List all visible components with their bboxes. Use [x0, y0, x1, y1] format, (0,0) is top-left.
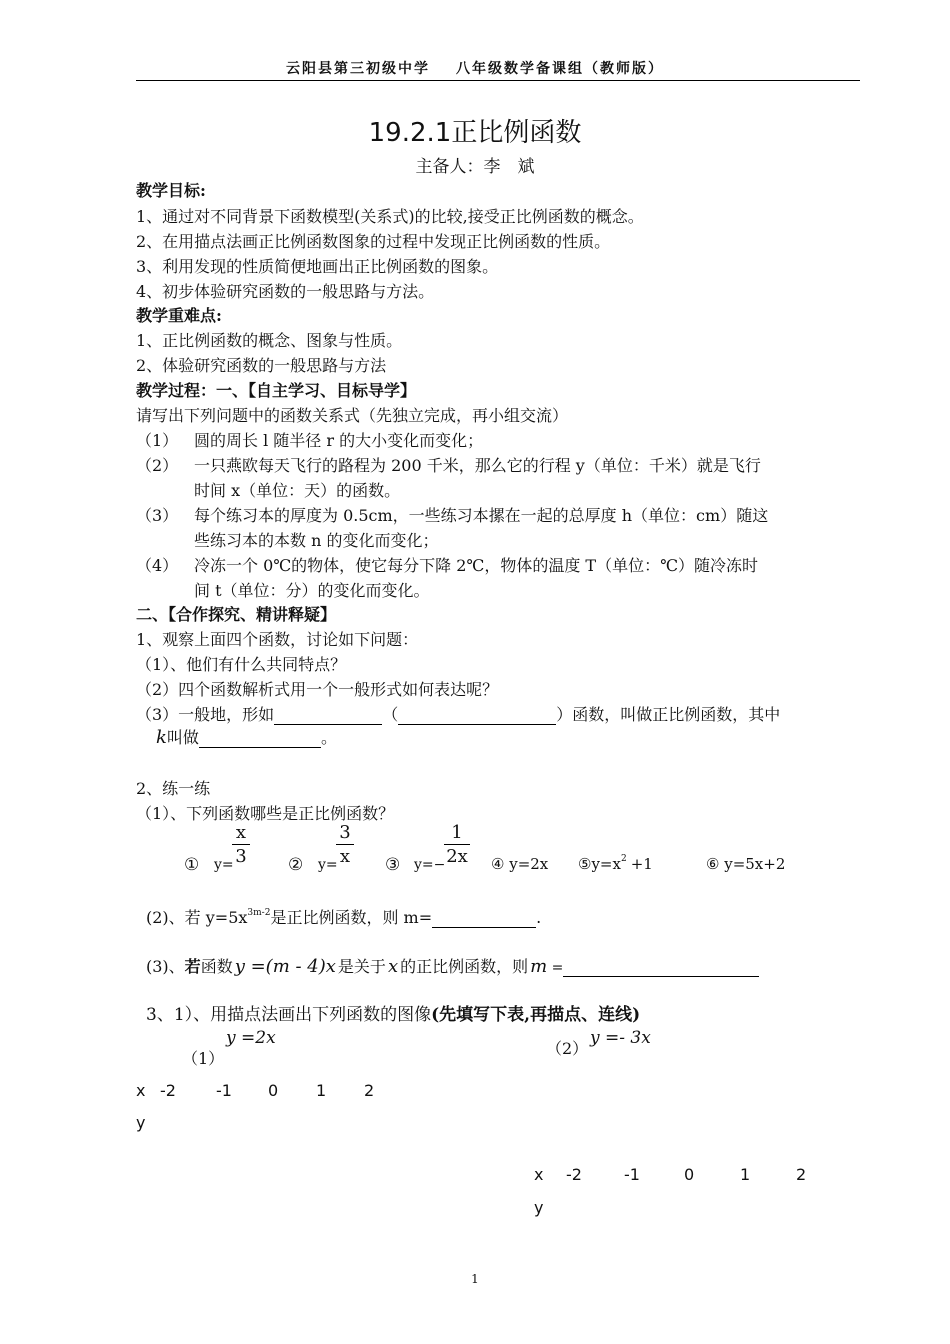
part2-question: （3）一般地，形如 （ ）函数，叫做正比例函数，其中 — [136, 705, 781, 724]
table-y-label: y — [534, 1198, 544, 1217]
option-y: y= — [318, 857, 338, 873]
option-item: $⑤y=x^2 +1$ — [578, 854, 653, 873]
page-title: 19.2.1正比例函数 — [368, 118, 582, 148]
header-school: 云阳县第三初级中学 — [286, 61, 430, 77]
option-fraction: 1 2x — [444, 822, 470, 867]
part3-heading: 3、1）、用描点法画出下列函数的图像(先填写下表,再描点、连线) — [146, 1005, 641, 1025]
table-x-value: -1 — [216, 1081, 232, 1100]
table-x-value: -2 — [566, 1165, 582, 1184]
table-x-value: 1 — [316, 1081, 327, 1100]
function-label: （1） — [182, 1049, 225, 1068]
page-number: 1 — [471, 1272, 479, 1286]
author-line: 主备人：李 斌 — [415, 157, 535, 177]
goals-heading: 教学目标: — [136, 181, 206, 200]
goal-item: 3、利用发现的性质简便地画出正比例函数的图象。 — [136, 257, 499, 276]
header-divider — [136, 80, 860, 81]
answer-blank[interactable] — [563, 962, 759, 977]
table-x-value: 0 — [684, 1165, 695, 1184]
option-item: ④ y=2x — [491, 855, 549, 873]
question-number: （2） — [136, 456, 179, 475]
question-number: （1） — [136, 431, 179, 450]
part2-heading: 二、【合作探究、精讲释疑】 — [136, 605, 337, 624]
question-text: 圆的周长 l 随半径 r 的大小变化而变化； — [194, 431, 484, 450]
goal-item: 1、通过对不同背景下函数模型(关系式)的比较,接受正比例函数的概念。 — [136, 207, 644, 226]
goal-item: 2、在用描点法画正比例函数图象的过程中发现正比例函数的性质。 — [136, 232, 611, 251]
option-y: y= — [214, 857, 234, 873]
option-marker: ③ — [385, 855, 401, 875]
table-x-value: 2 — [796, 1165, 807, 1184]
question-text: 时间 x（单位：天）的函数。 — [194, 481, 401, 500]
table-x-label: x — [534, 1165, 544, 1184]
part2-question: （2）四个函数解析式用一个一般形式如何表达呢？ — [136, 680, 499, 699]
part2-question-cont: k叫做 。 — [156, 727, 337, 748]
keypoint-item: 2、体验研究函数的一般思路与方法 — [136, 356, 387, 375]
option-item: ⑥ y=5x+2 — [706, 855, 786, 873]
answer-blank[interactable] — [199, 733, 321, 748]
option-marker: ② — [288, 855, 304, 875]
function-label: （2） — [546, 1039, 589, 1058]
table-x-value: -1 — [624, 1165, 640, 1184]
page-header — [0, 58, 950, 78]
answer-blank[interactable] — [432, 913, 536, 928]
header-group: 八年级数学备课组（教师版） — [456, 61, 664, 77]
table-x-value: -2 — [160, 1081, 176, 1100]
question-text: 间 t（单位：分）的变化而变化。 — [194, 581, 430, 600]
practice-q2: (2)、若 $y=5x^{3m-2}$是正比例函数，则 m= . — [146, 908, 542, 927]
option-fraction: x 3 — [232, 822, 250, 867]
keypoints-heading: 教学重难点: — [136, 306, 222, 325]
process-heading: 教学过程：一、【自主学习、目标导学】 — [136, 381, 417, 400]
function-formula: y =- 3x — [590, 1028, 651, 1048]
answer-blank[interactable] — [398, 710, 556, 725]
table-y-label: y — [136, 1113, 146, 1132]
function-formula: y =2x — [226, 1028, 276, 1048]
answer-blank[interactable] — [274, 710, 382, 725]
question-number: （4） — [136, 556, 179, 575]
practice-q1: （1）、下列函数哪些是正比例函数？ — [136, 804, 395, 823]
question-number: （3） — [136, 506, 179, 525]
practice-q3: (3)、若函数 y =(m - 4)x 是关于 x 的正比例函数，则 m = — [146, 954, 759, 977]
keypoint-item: 1、正比例函数的概念、图象与性质。 — [136, 331, 403, 350]
option-y: y=− — [414, 857, 446, 873]
question-text: 每个练习本的厚度为 0.5cm，一些练习本摞在一起的总厚度 h（单位：cm）随这 — [194, 506, 769, 525]
table-x-label: x — [136, 1081, 146, 1100]
process-intro: 请写出下列问题中的函数关系式（先独立完成，再小组交流） — [136, 406, 569, 425]
question-text: 些练习本的本数 n 的变化而变化； — [194, 531, 439, 550]
part2-observe: 1、观察上面四个函数，讨论如下问题： — [136, 630, 419, 649]
option-marker: ① — [184, 855, 200, 875]
option-fraction: 3 x — [336, 822, 354, 867]
table-x-value: 0 — [268, 1081, 279, 1100]
part2-question: （1）、他们有什么共同特点？ — [136, 655, 347, 674]
question-text: 冷冻一个 0℃的物体，使它每分下降 2℃，物体的温度 T（单位：℃）随冷冻时 — [194, 556, 758, 575]
practice-heading: 2、练一练 — [136, 779, 211, 798]
table-x-value: 1 — [740, 1165, 751, 1184]
table-x-value: 2 — [364, 1081, 375, 1100]
question-text: 一只燕欧每天飞行的路程为 200 千米，那么它的行程 y（单位：千米）就是飞行 — [194, 456, 761, 475]
goal-item: 4、初步体验研究函数的一般思路与方法。 — [136, 282, 435, 301]
